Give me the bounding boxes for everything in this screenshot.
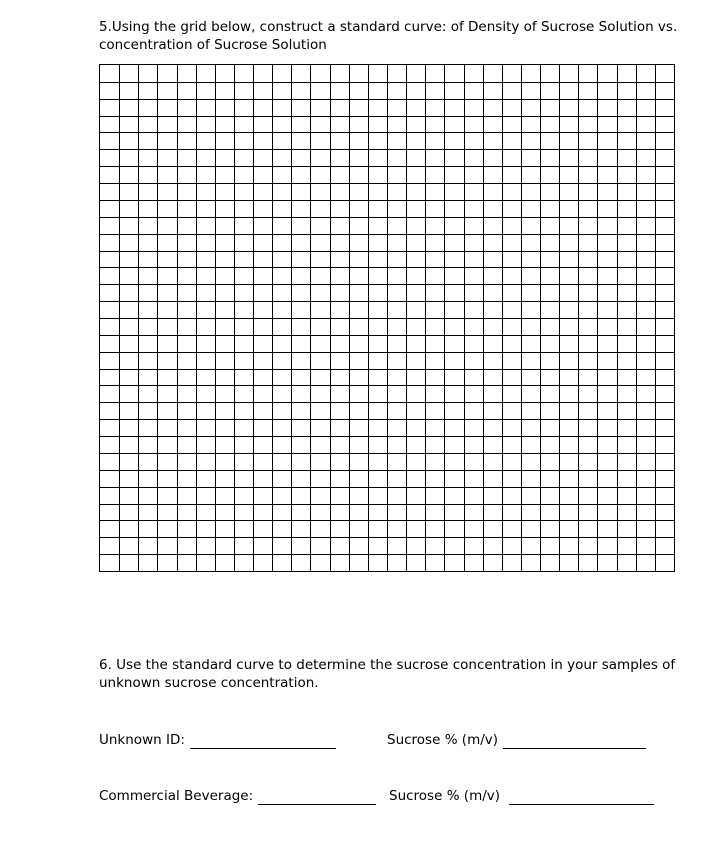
question-5-line-1: 5.Using the grid below, construct a standard curve: of Density of Sucrose Solution vs. [99,19,678,35]
graph-paper-grid [99,64,675,572]
question-6-line-1: 6. Use the standard curve to determine the sucrose concentration in your samples of [99,657,676,673]
sucrose-percent-field-2[interactable] [389,787,654,805]
commercial-beverage-blank[interactable] [258,792,376,805]
sucrose-percent-field-1[interactable] [387,731,646,749]
commercial-beverage-field[interactable] [99,787,376,805]
question-5-line-2: concentration of Sucrose Solution [99,37,327,53]
sucrose-percent-label-2: Sucrose % (m/v) [389,788,501,804]
unknown-id-field[interactable] [99,731,336,749]
question-6-prompt [99,656,699,692]
commercial-beverage-label: Commercial Beverage: [99,788,254,804]
unknown-id-label: Unknown ID: [99,732,185,748]
sucrose-percent-label-1: Sucrose % (m/v) [387,732,499,748]
sucrose-percent-blank-2[interactable] [509,792,654,805]
question-5-prompt [99,18,699,54]
question-6-line-2: unknown sucrose concentration. [99,675,319,691]
grid-lines [100,65,674,571]
sucrose-percent-blank-1[interactable] [503,736,646,749]
unknown-id-blank[interactable] [190,736,336,749]
